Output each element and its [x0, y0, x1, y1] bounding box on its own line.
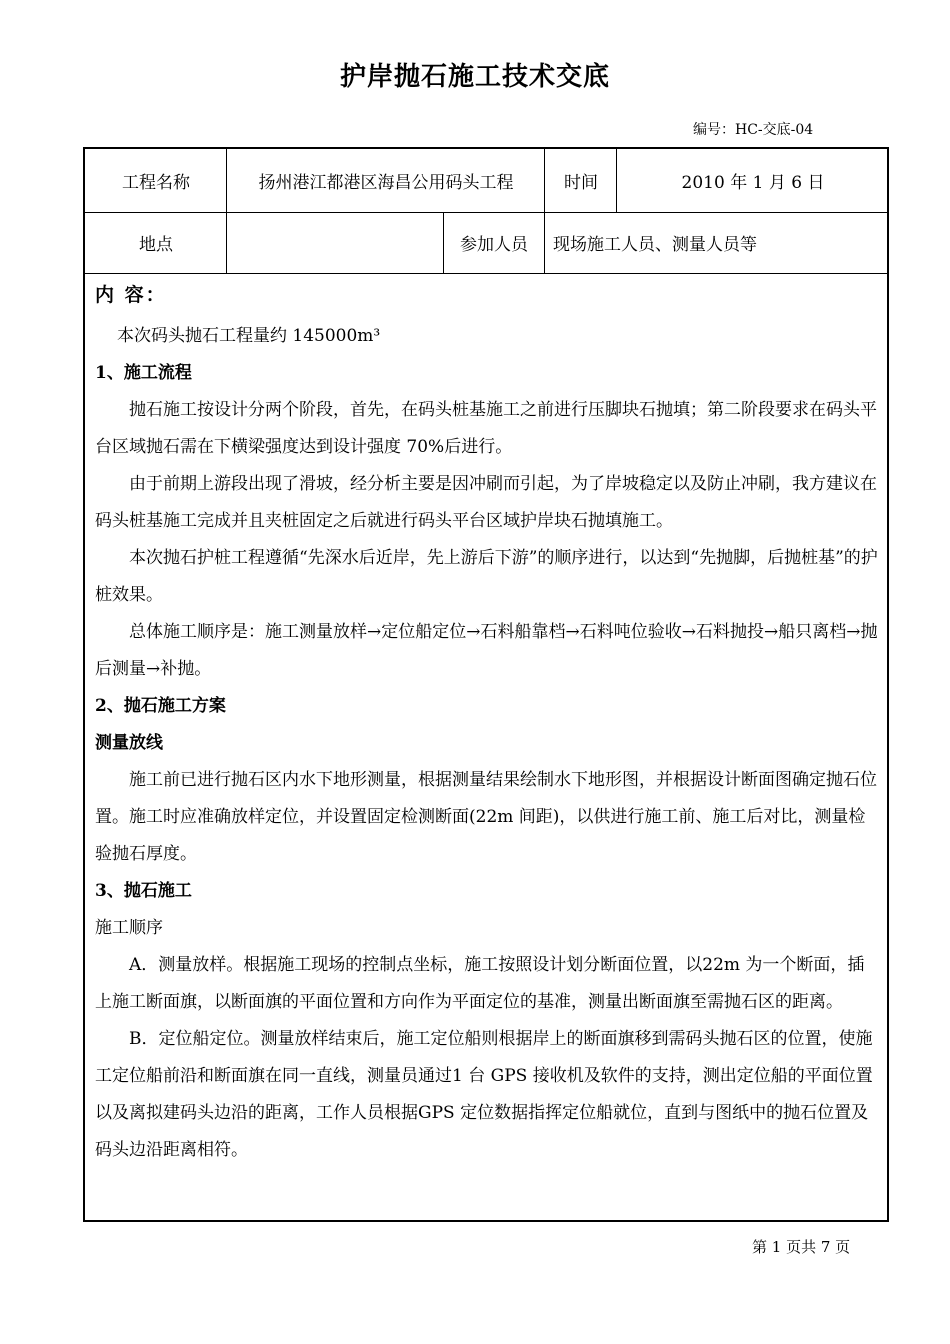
table-divider: [443, 212, 444, 273]
project-name-label: 工程名称: [122, 173, 190, 193]
table-divider: [85, 273, 889, 274]
paragraph: 本次抛石护桩工程遵循“先深水后近岸，先上游后下游”的顺序进行，以达到“先抛脚，后抛桩基”的护桩效果。: [95, 548, 878, 605]
paragraph: B．定位船定位。测量放样结束后，施工定位船则根据岸上的断面旗移到需码头抛石区的位置，使施工定位船前沿和断面旗在同一直线，测量员通过1 台 GPS 接收机及软件的支持，测出定位船的平面位置以及离拟建码头边沿的距离，工作人员根据GPS 定位数据指挥定位船就位，直到与图纸中的抛石位置及码头边沿距离相符。: [95, 1029, 873, 1160]
table-divider: [616, 149, 617, 212]
section-heading: 3、抛石施工: [95, 881, 192, 901]
table-divider: [544, 212, 545, 273]
page-footer: 第 1 页共 7 页: [752, 1238, 851, 1256]
document-number: 编号：HC-交底-04: [693, 122, 814, 138]
table-divider: [85, 212, 889, 213]
table-divider: [544, 149, 545, 212]
location-label: 地点: [139, 235, 173, 255]
paragraph: 施工前已进行抛石区内水下地形测量，根据测量结果绘制水下地形图，并根据设计断面图确定抛石位置。施工时应准确放样定位，并设置固定检测断面(22m 间距)，以供进行施工前、施工后对比，测量检验抛石厚度。: [95, 770, 877, 864]
participants-value: 现场施工人员、测量人员等: [553, 235, 757, 255]
intro-paragraph: 本次码头抛石工程量约 145000m³: [117, 326, 381, 346]
content-body: [95, 277, 879, 1169]
table-divider: [226, 149, 227, 273]
paragraph: 抛石施工按设计分两个阶段，首先，在码头桩基施工之前进行压脚块石抛填；第二阶段要求在码头平台区域抛石需在下横梁强度达到设计强度 70%后进行。: [95, 400, 877, 457]
time-label: 时间: [564, 173, 598, 193]
disclosure-form: [83, 147, 889, 1222]
content-label: 内 容：: [95, 284, 167, 306]
location-value: [227, 212, 443, 273]
subsection-heading: 测量放线: [95, 733, 163, 753]
paragraph: 由于前期上游段出现了滑坡，经分析主要是因冲刷而引起，为了岸坡稳定以及防止冲刷，我方建议在码头桩基施工完成并且夹桩固定之后就进行码头平台区域护岸块石抛填施工。: [95, 474, 877, 531]
document-title: 护岸抛石施工技术交底: [339, 62, 610, 92]
participants-label: 参加人员: [460, 235, 528, 255]
project-name-value: 扬州港江都港区海昌公用码头工程: [258, 173, 514, 193]
time-value: 2010 年 1 月 6 日: [681, 173, 825, 193]
paragraph: A．测量放样。根据施工现场的控制点坐标，施工按照设计划分断面位置，以22m 为一个断面，插上施工断面旗，以断面旗的平面位置和方向作为平面定位的基准，测量出断面旗至需抛石区的距离。: [95, 955, 865, 1012]
section-heading: 2、抛石施工方案: [95, 696, 226, 716]
paragraph: 总体施工顺序是：施工测量放样→定位船定位→石料船靠档→石料吨位验收→石料抛投→船只离档→抛后测量→补抛。: [95, 622, 878, 679]
section-heading: 1、施工流程: [95, 363, 192, 383]
subsection-heading: 施工顺序: [95, 918, 163, 938]
